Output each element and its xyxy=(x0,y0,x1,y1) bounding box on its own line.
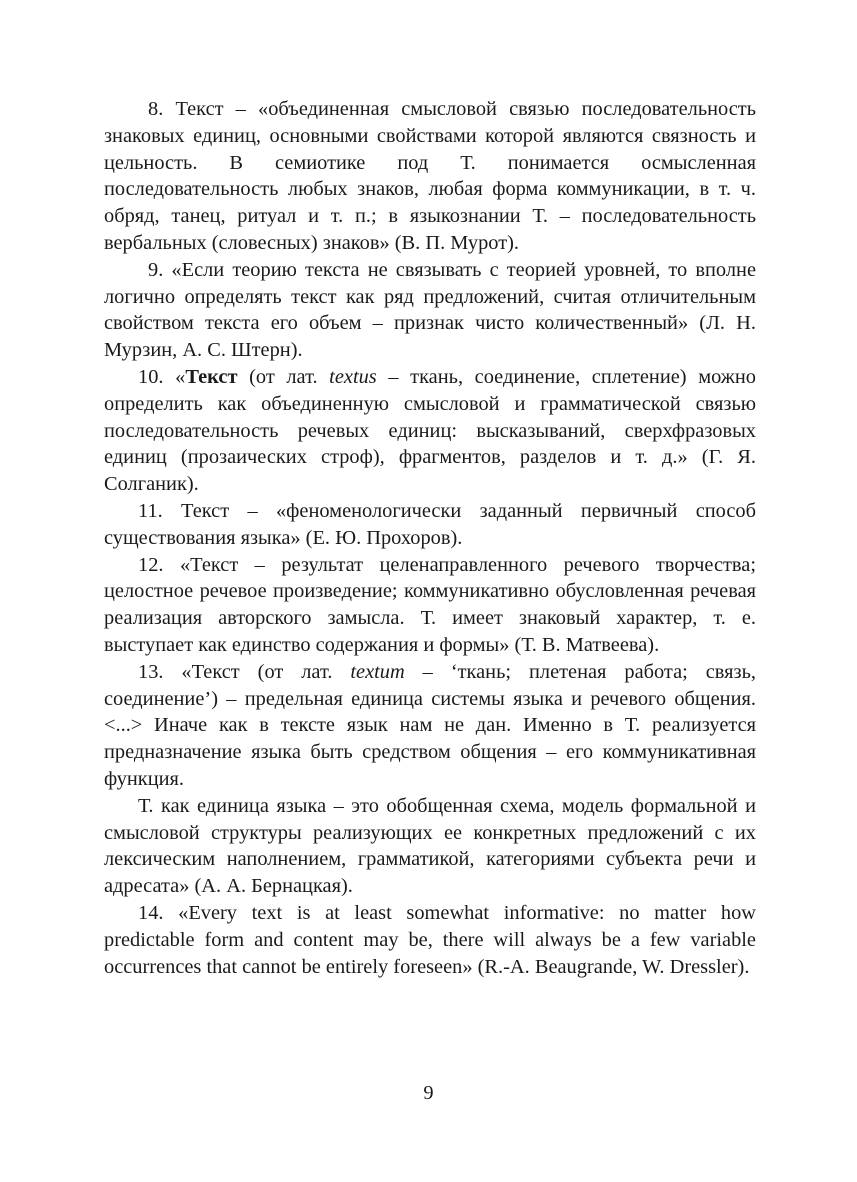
paragraph-11: 11. Текст – «феноменологически заданный первичный способ существования языка» (Е. Ю. Прохоров). xyxy=(104,499,756,549)
paragraph-13-rest: – ‘ткань; плетеная работа; связь, соединение’) – предельная единица системы языка и речевого общения. <...> Иначе как в тексте язык нам не дан. Именно в Т. реализуется предназначение языка быть средством общения – его коммуникативная функция. xyxy=(104,660,756,790)
paragraph-10-term: Текст xyxy=(185,365,238,388)
paragraph-13-latin: textum xyxy=(350,660,405,683)
paragraph-10-mid: (от лат. xyxy=(237,365,330,388)
paragraph-10-lead: 10. « xyxy=(138,365,186,388)
paragraph-8: 8. Текст – «объединенная смысловой связью последовательность знаковых единиц, основными свойствами которой являются связность и цельность. В семиотике под Т. понимается осмысленная последовательность любых знаков, любая форма коммуникации, в т. ч. обряд, танец, ритуал и т. п.; в языкознании Т. – последовательность вербальных (словесных) знаков» (В. П. Мурот). xyxy=(104,98,756,254)
paragraph-14: 14. «Every text is at least somewhat informative: no matter how predictable form and content may be, there will always be a few variable occurrences that cannot be entirely foreseen» (R.-A. Beaugrande, W. Dressler). xyxy=(104,901,756,978)
paragraph-10-rest: – ткань, соединение, сплетение) можно определить как объединенную смысловой и грамматической связью последовательность речевых единиц: высказываний, сверхфразовых единиц (прозаических строф), фрагментов, разделов и т. д.» (Г. Я. Солганик). xyxy=(104,365,757,496)
paragraph-13-continuation: Т. как единица языка – это обобщенная схема, модель формальной и смысловой структуры реализующих ее конкретных предложений с их лексическим наполнением, грамматикой, категориями субъекта речи и адресата» (А. А. Бернацкая). xyxy=(104,794,756,898)
paragraph-9: 9. «Если теорию текста не связывать с теорией уровней, то вполне логично определять текст как ряд предложений, считая отличительным свойством текста его объем – признак чисто количественный» (Л. Н. Мурзин, А. С. Штерн). xyxy=(104,258,756,362)
paragraph-13-lead: 13. «Текст (от лат. xyxy=(138,660,351,683)
page-body xyxy=(104,96,756,980)
paragraph-10 xyxy=(104,364,756,498)
page-number: 9 xyxy=(423,1082,434,1104)
paragraph-10-latin: textus xyxy=(329,365,377,388)
paragraph-12: 12. «Текст – результат целенаправленного речевого творчества; целостное речевое произведение; коммуникативно обусловленная речевая реализация авторского замысла. Т. имеет знаковый характер, т. е. выступает как единство содержания и формы» (Т. В. Матвеева). xyxy=(104,553,756,656)
paragraph-13 xyxy=(104,659,756,793)
